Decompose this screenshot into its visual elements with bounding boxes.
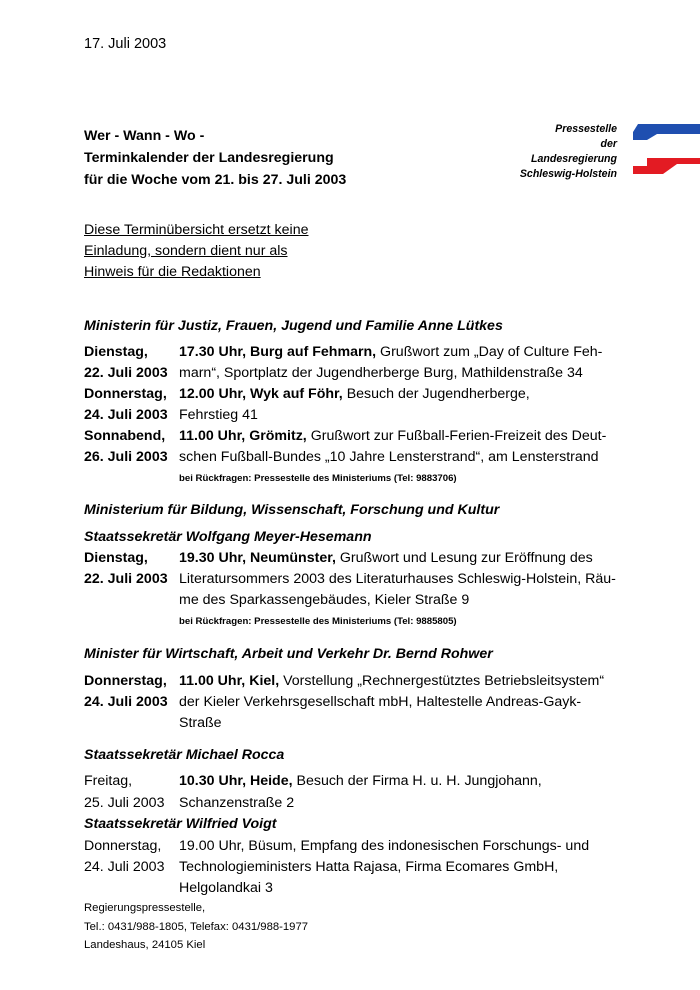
footer-line-1: Regierungspressestelle, <box>84 902 206 914</box>
event-day: Donnerstag, <box>84 386 167 402</box>
event-text-cont: Technologieministers Hatta Rajasa, Firma Ecomares GmbH, <box>179 859 559 875</box>
event-text-cont: schen Fußball-Bundes „10 Jahre Lensterstrand“, am Lensterstrand <box>179 449 599 465</box>
title-line-3: für die Woche vom 21. bis 27. Juli 2003 <box>84 172 347 188</box>
event-text-cont: me des Sparkassengebäudes, Kieler Straße 9 <box>179 592 470 608</box>
event-date: 22. Juli 2003 <box>84 365 168 381</box>
section-heading-education: Ministerium für Bildung, Wissenschaft, Forschung und Kultur <box>84 502 500 518</box>
event-text: 11.00 Uhr, Grömitz, Grußwort zur Fußball-Ferien-Freizeit des Deut- <box>179 428 607 444</box>
event-day: Donnerstag, <box>84 838 162 854</box>
event-day: Dienstag, <box>84 550 148 566</box>
press-line: der <box>600 138 617 150</box>
document-date: 17. Juli 2003 <box>84 36 167 52</box>
section-heading-rocca: Staatssekretär Michael Rocca <box>84 747 285 763</box>
event-day: Sonnabend, <box>84 428 166 444</box>
state-flag-logo <box>633 122 700 178</box>
event-text: 12.00 Uhr, Wyk auf Föhr, Besuch der Jugendherberge, <box>179 386 530 402</box>
notice-line-1: Diese Terminübersicht ersetzt keine <box>84 222 309 238</box>
requery-note: bei Rückfragen: Pressestelle des Ministeriums (Tel: 9883706) <box>179 473 457 484</box>
requery-note: bei Rückfragen: Pressestelle des Ministeriums (Tel: 9885805) <box>179 616 457 627</box>
event-text-cont: Fehrstieg 41 <box>179 407 258 423</box>
event-date: 26. Juli 2003 <box>84 449 168 465</box>
event-text-cont: Helgolandkai 3 <box>179 880 273 896</box>
event-text: 19.00 Uhr, Büsum, Empfang des indonesischen Forschungs- und <box>179 838 590 854</box>
section-subheading: Staatssekretär Wolfgang Meyer-Hesemann <box>84 529 372 545</box>
event-date: 24. Juli 2003 <box>84 859 165 875</box>
event-text: 10.30 Uhr, Heide, Besuch der Firma H. u. H. Jungjohann, <box>179 773 542 789</box>
event-text: 17.30 Uhr, Burg auf Fehmarn, Grußwort zum „Day of Culture Feh- <box>179 344 603 360</box>
event-date: 25. Juli 2003 <box>84 795 165 811</box>
footer-line-2: Tel.: 0431/988-1805, Telefax: 0431/988-1977 <box>84 921 309 933</box>
press-line: Pressestelle <box>555 123 617 135</box>
event-date: 24. Juli 2003 <box>84 407 168 423</box>
event-date: 22. Juli 2003 <box>84 571 168 587</box>
event-day: Freitag, <box>84 773 133 789</box>
press-line: Landesregierung <box>531 153 617 165</box>
notice-line-3: Hinweis für die Redaktionen <box>84 264 261 280</box>
section-heading-voigt: Staatssekretär Wilfried Voigt <box>84 816 277 832</box>
footer-line-3: Landeshaus, 24105 Kiel <box>84 939 206 951</box>
event-text-cont: der Kieler Verkehrsgesellschaft mbH, Haltestelle Andreas-Gayk- <box>179 694 582 710</box>
event-text-cont: Schanzenstraße 2 <box>179 795 295 811</box>
event-day: Dienstag, <box>84 344 148 360</box>
section-heading-justice: Ministerin für Justiz, Frauen, Jugend und Familie Anne Lütkes <box>84 318 503 334</box>
event-text-cont: Straße <box>179 715 222 731</box>
notice-line-2: Einladung, sondern dient nur als <box>84 243 288 259</box>
event-text: 11.00 Uhr, Kiel, Vorstellung „Rechnergestütztes Betriebsleitsystem“ <box>179 673 605 689</box>
event-day: Donnerstag, <box>84 673 167 689</box>
event-text-cont: Literatursommers 2003 des Literaturhauses Schleswig-Holstein, Räu- <box>179 571 616 587</box>
press-office-label <box>520 122 617 182</box>
section-heading-economy: Minister für Wirtschaft, Arbeit und Verkehr Dr. Bernd Rohwer <box>84 646 493 662</box>
press-line: Schleswig-Holstein <box>519 168 617 180</box>
event-text-cont: marn“, Sportplatz der Jugendherberge Burg, Mathildenstraße 34 <box>179 365 583 381</box>
event-date: 24. Juli 2003 <box>84 694 168 710</box>
title-line-1: Wer - Wann - Wo - <box>84 128 205 144</box>
title-line-2: Terminkalender der Landesregierung <box>84 150 334 166</box>
event-text: 19.30 Uhr, Neumünster, Grußwort und Lesung zur Eröffnung des <box>179 550 593 566</box>
